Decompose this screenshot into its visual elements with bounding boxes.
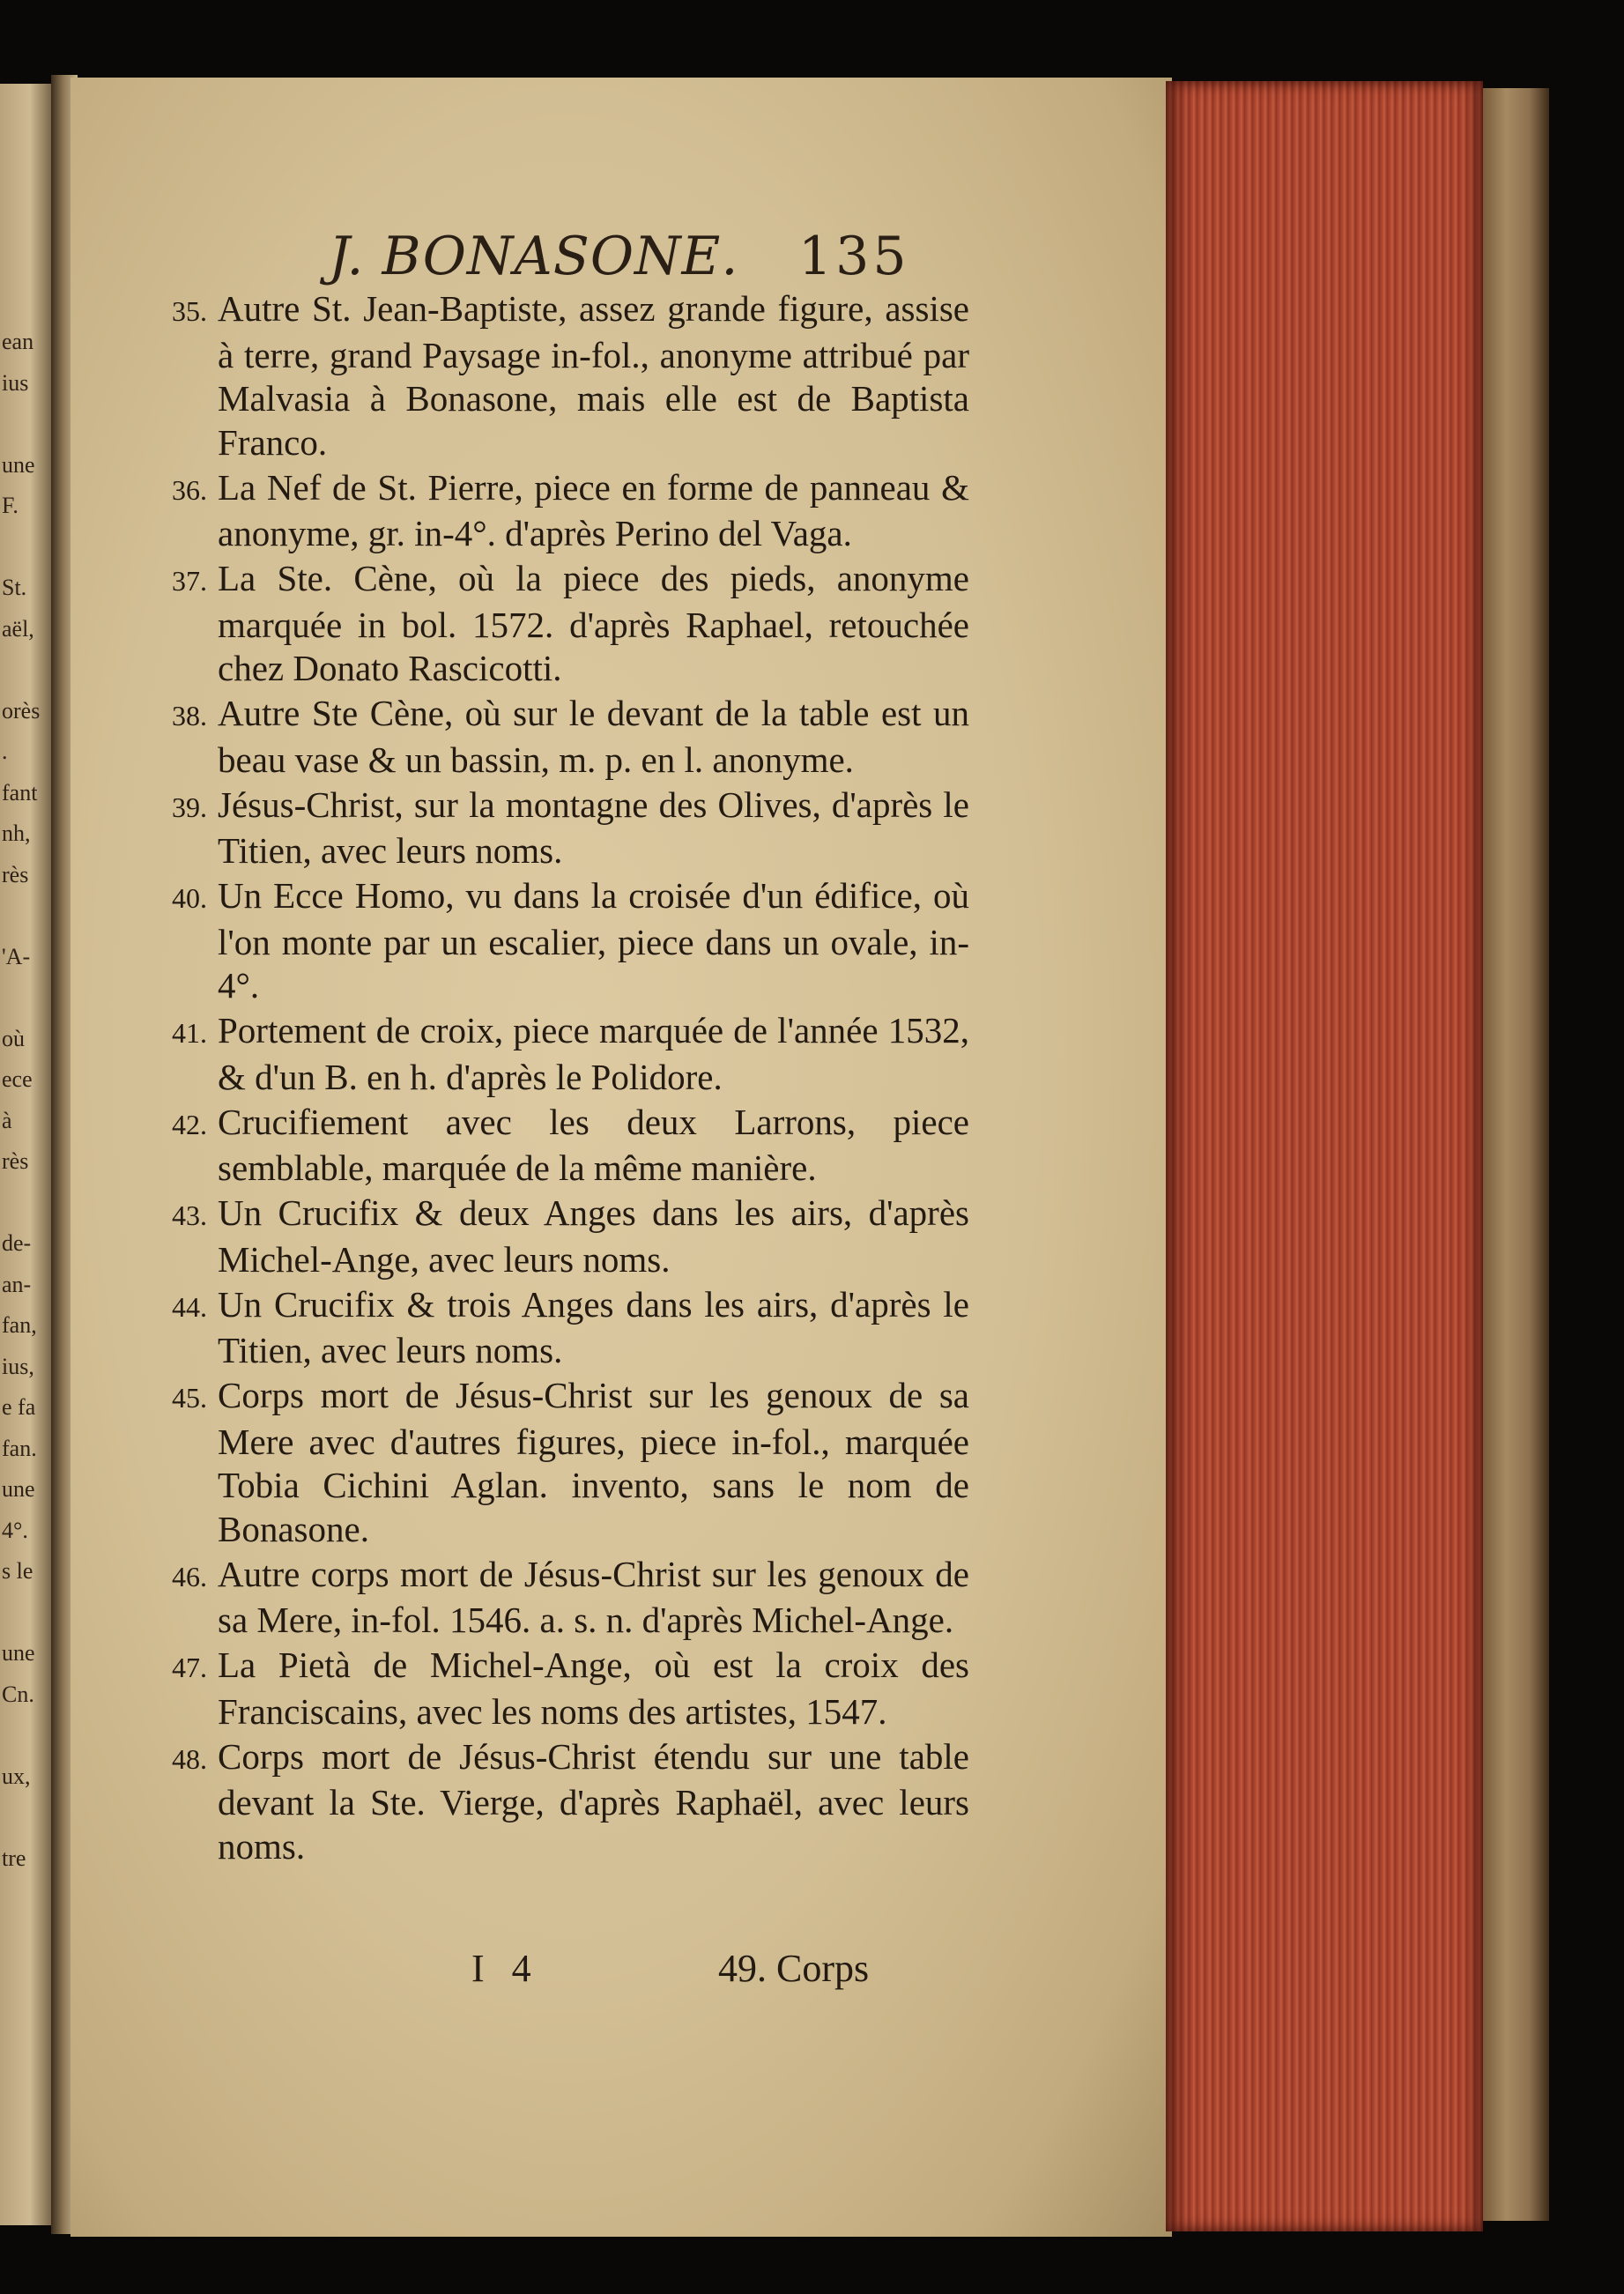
facing-page-edge: [0, 84, 55, 2225]
signature-mark: I 4: [471, 1947, 540, 1990]
entry-number: 45.: [172, 1382, 207, 1414]
facing-page-fragment: aël,: [2, 615, 34, 642]
facing-page-fragment: e fa: [2, 1394, 36, 1420]
catchword: 49. Corps: [718, 1947, 870, 1990]
catalogue-entry: [172, 1735, 969, 1869]
facing-page-fragment: [2, 1592, 53, 1634]
catalogue-entry: [172, 1283, 969, 1373]
page-footer: [70, 1946, 1172, 1999]
facing-page-fragment: an-: [2, 1271, 32, 1297]
facing-page-fragment: ece: [2, 1066, 33, 1092]
facing-page-fragment: fan,: [2, 1312, 37, 1338]
facing-page-fragment: .: [2, 739, 8, 764]
running-title: J. BONASONE.: [329, 226, 739, 287]
catalogue-entry: [172, 783, 969, 873]
catalogue-entry: [172, 874, 969, 1008]
entry-text: La Pietà de Michel-Ange, où est la croix des Franciscains, avec les noms des artistes, 1547.: [218, 1644, 969, 1732]
facing-page-fragment: de-: [2, 1230, 32, 1256]
facing-page-fragment: [2, 1797, 53, 1838]
entry-number: 36.: [172, 473, 207, 506]
entry-text: Autre Ste Cène, où sur le devant de la table est un beau vase & un bassin, m. p. en l. anonyme.: [218, 693, 969, 780]
entry-text: Crucifiement avec les deux Larrons, piece semblable, marquée de la même manière.: [218, 1101, 969, 1188]
facing-page-fragment: [2, 527, 53, 568]
facing-page-fragment: où: [2, 1025, 25, 1051]
entry-number: 42.: [172, 1108, 207, 1140]
facing-page-fragment: St.: [2, 575, 27, 600]
facing-page-fragment: fant: [2, 779, 38, 805]
catalogue-entry: [172, 692, 969, 782]
facing-page-fragment: à: [2, 1107, 12, 1133]
catalogue-entry: [172, 1644, 969, 1733]
facing-page-fragment: s le: [2, 1558, 33, 1584]
entry-text: Corps mort de Jésus-Christ étendu sur une table devant la Ste. Vierge, d'après Raphaël, avec leurs noms.: [218, 1735, 969, 1867]
entry-number: 47.: [172, 1652, 207, 1683]
facing-page-fragment: 'A-: [2, 943, 31, 969]
entry-number: 41.: [172, 1017, 207, 1049]
facing-page-fragment: F.: [2, 493, 19, 518]
facing-page-fragment: [2, 650, 53, 691]
facing-page-fragment: [2, 977, 53, 1019]
entry-text: Jésus-Christ, sur la montagne des Olives, d'après le Titien, avec leurs noms.: [218, 783, 969, 871]
entry-number: 37.: [172, 565, 207, 597]
entry-number: 48.: [172, 1742, 207, 1775]
facing-page-fragment: 4°.: [2, 1517, 28, 1543]
entry-text: La Ste. Cène, où la piece des pieds, anonyme marquée in bol. 1572. d'après Raphael, retouchée chez Donato Rascicotti.: [218, 558, 969, 688]
entry-text: La Nef de St. Pierre, piece en forme de panneau & anonyme, gr. in-4°. d'après Perino del Vaga.: [218, 466, 969, 553]
facing-page-fragment: ean: [2, 329, 34, 354]
entry-text: Un Ecce Homo, vu dans la croisée d'un édifice, où l'on monte par un escalier, piece dans un ovale, in-4°.: [218, 875, 969, 1006]
facing-page-fragment: [2, 1183, 53, 1224]
catalogue-entry: [172, 1374, 969, 1551]
catalogue-entry: [172, 287, 969, 464]
entry-text: Un Crucifix & trois Anges dans les airs, d'après le Titien, avec leurs noms.: [218, 1283, 969, 1370]
entry-number: 40.: [172, 882, 207, 914]
entry-text: Autre St. Jean-Baptiste, assez grande figure, assise à terre, grand Paysage in-fol., anonyme attribué par Malvasia à Bonasone, mais elle est de Baptista Franco.: [218, 288, 969, 463]
entry-number: 38.: [172, 700, 207, 731]
facing-page-fragment: rès: [2, 1148, 29, 1174]
facing-page-fragment: [2, 895, 53, 937]
facing-page-fragment: ux,: [2, 1763, 31, 1789]
page-number: 135: [798, 226, 910, 287]
facing-page-fragment: ius: [2, 369, 29, 396]
facing-page-fragment: une: [2, 1476, 35, 1502]
entry-number: 39.: [172, 791, 207, 823]
entry-number: 46.: [172, 1560, 207, 1592]
entry-text: Un Crucifix & deux Anges dans les airs, d'après Michel-Ange, avec leurs noms.: [218, 1192, 969, 1280]
facing-page-fragment: une: [2, 451, 35, 478]
entry-text: Autre corps mort de Jésus-Christ sur les genoux de sa Mere, in-fol. 1546. a. s. n. d'après Michel-Ange.: [218, 1553, 969, 1640]
catalogue-entry: [172, 1553, 969, 1643]
catalogue-entry: [172, 1192, 969, 1281]
entry-number: 43.: [172, 1199, 207, 1231]
catalogue-entry: [172, 1101, 969, 1191]
facing-page-fragment: rès: [2, 861, 29, 887]
facing-page-fragment: fan.: [2, 1435, 37, 1461]
cover-edge: [1483, 88, 1549, 2221]
facing-page-fragment: nh,: [2, 820, 31, 846]
entry-number: 44.: [172, 1290, 207, 1323]
catalogue-entry: [172, 557, 969, 691]
facing-page-fragment: tre: [2, 1845, 26, 1871]
catalogue-entry: [172, 466, 969, 556]
catalogue-entry: [172, 1009, 969, 1099]
page: [70, 78, 1172, 2237]
facing-page-text: [2, 322, 53, 1879]
facing-page-fragment: une: [2, 1640, 35, 1666]
facing-page-fragment: ius,: [2, 1353, 34, 1379]
facing-page-fragment: [2, 1715, 53, 1756]
facing-page-fragment: orès: [2, 697, 41, 724]
catalogue-entries: [172, 287, 969, 1870]
entry-number: 35.: [172, 295, 207, 327]
facing-page-fragment: Cn.: [2, 1681, 34, 1707]
red-fore-edge: [1166, 81, 1483, 2231]
entry-text: Portement de croix, piece marquée de l'année 1532, & d'un B. en h. d'après le Polidore.: [218, 1010, 969, 1097]
entry-text: Corps mort de Jésus-Christ sur les genoux de sa Mere avec d'autres figures, piece in-fol., marquée Tobia Cichini Aglan. invento, sans le nom de Bonasone.: [218, 1375, 969, 1549]
facing-page-fragment: [2, 404, 53, 445]
